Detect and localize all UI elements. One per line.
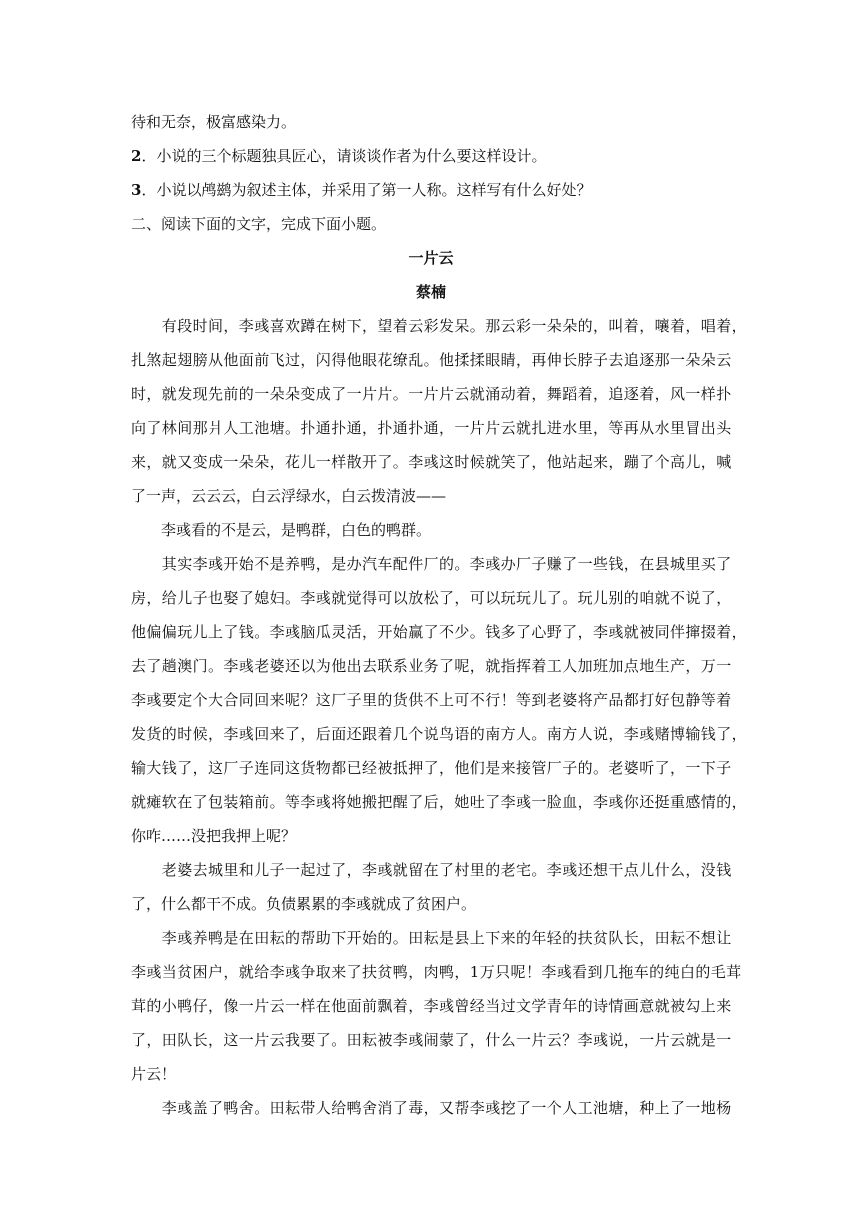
story-line: 李彧盖了鸭舍。田耘带人给鸭舍消了毒，又帮李彧挖了一个人工池塘，种上了一地杨 — [131, 1099, 732, 1117]
story-line: 李彧看的不是云，是鸭群，白色的鸭群。 — [131, 521, 432, 539]
story-line: 扎煞起翅膀从他面前飞过，闪得他眼花缭乱。他揉揉眼睛，再伸长脖子去追逐那一朵朵云 — [131, 351, 732, 369]
story-line: 李彧要定个大合同回来呢？这厂子里的货供不上可不行！等到老婆将产品都打好包静等着 — [131, 691, 732, 709]
question-2-number: 2 — [131, 147, 142, 165]
question-2-text: ．小说的三个标题独具匠心，请谈谈作者为什么要这样设计。 — [141, 147, 547, 165]
previous-answer-tail: 待和无奈，极富感染力。 — [131, 113, 297, 131]
story-line: 片云！ — [131, 1065, 177, 1083]
story-line: 茸的小鸭仔，像一片云一样在他面前飘着，李彧曾经当过文学青年的诗情画意就被勾上来 — [131, 997, 732, 1015]
story-line: 房，给儿子也娶了媳妇。李彧就觉得可以放松了，可以玩玩儿了。玩儿别的咱就不说了， — [131, 589, 732, 607]
story-line: 向了林间那爿人工池塘。扑通扑通，扑通扑通，一片片云就扎进水里，等再从水里冒出头 — [131, 419, 732, 437]
story-line: 他偏偏玩儿上了钱。李彧脑瓜灵活，开始赢了不少。钱多了心野了，李彧就被同伴撺掇着， — [131, 623, 748, 641]
story-line: 了，田队长，这一片云我要了。田耘被李彧闹蒙了，什么一片云？李彧说，一片云就是一 — [131, 1031, 732, 1049]
question-2 — [131, 146, 731, 166]
story-line: 就瘫软在了包装箱前。等李彧将她搬把醒了后，她吐了李彧一脸血，李彧你还挺重感情的， — [131, 793, 748, 811]
story-line: 时，就发现先前的一朵朵变成了一片片。一片片云就涌动着，舞蹈着，追逐着，风一样扑 — [131, 385, 732, 403]
story-line: 有段时间，李彧喜欢蹲在树下，望着云彩发呆。那云彩一朵朵的，叫着，嚷着，唱着， — [131, 317, 748, 335]
question-3-text: ．小说以鸬鹚为叙述主体，并采用了第一人称。这样写有什么好处？ — [141, 181, 592, 199]
question-3 — [131, 180, 731, 200]
story-title: 一片云 — [408, 249, 454, 267]
story-line: 其实李彧开始不是养鸭，是办汽车配件厂的。李彧办厂子赚了一些钱，在县城里买了 — [131, 555, 732, 573]
story-line: 输大钱了，这厂子连同这货物都已经被抵押了，他们是来接管厂子的。老婆听了，一下子 — [131, 759, 732, 777]
story-line: 你咋……没把我押上呢？ — [131, 827, 297, 845]
story-line: 老婆去城里和儿子一起过了，李彧就留在了村里的老宅。李彧还想干点儿什么，没钱 — [131, 861, 732, 879]
story-line: 李彧当贫困户，就给李彧争取来了扶贫鸭，肉鸭，1万只呢！李彧看到几拖车的纯白的毛茸 — [131, 963, 742, 981]
section-2-heading: 二、阅读下面的文字，完成下面小题。 — [131, 215, 387, 233]
story-line: 来，就又变成一朵朵，花儿一样散开了。李彧这时候就笑了，他站起来，蹦了个高儿，喊 — [131, 453, 732, 471]
story-author: 蔡楠 — [415, 283, 446, 301]
story-line: 发货的时候，李彧回来了，后面还跟着几个说鸟语的南方人。南方人说，李彧赌博输钱了， — [131, 725, 748, 743]
story-line: 了一声，云云云，白云浮绿水，白云拨清波—— — [131, 487, 447, 505]
story-line: 了，什么都干不成。负债累累的李彧就成了贫困户。 — [131, 895, 477, 913]
question-3-number: 3 — [131, 181, 142, 199]
story-line: 李彧养鸭是在田耘的帮助下开始的。田耘是县上下来的年轻的扶贫队长，田耘不想让 — [131, 929, 732, 947]
story-line: 去了趟澳门。李彧老婆还以为他出去联系业务了呢，就指挥着工人加班加点地生产，万一 — [131, 657, 732, 675]
